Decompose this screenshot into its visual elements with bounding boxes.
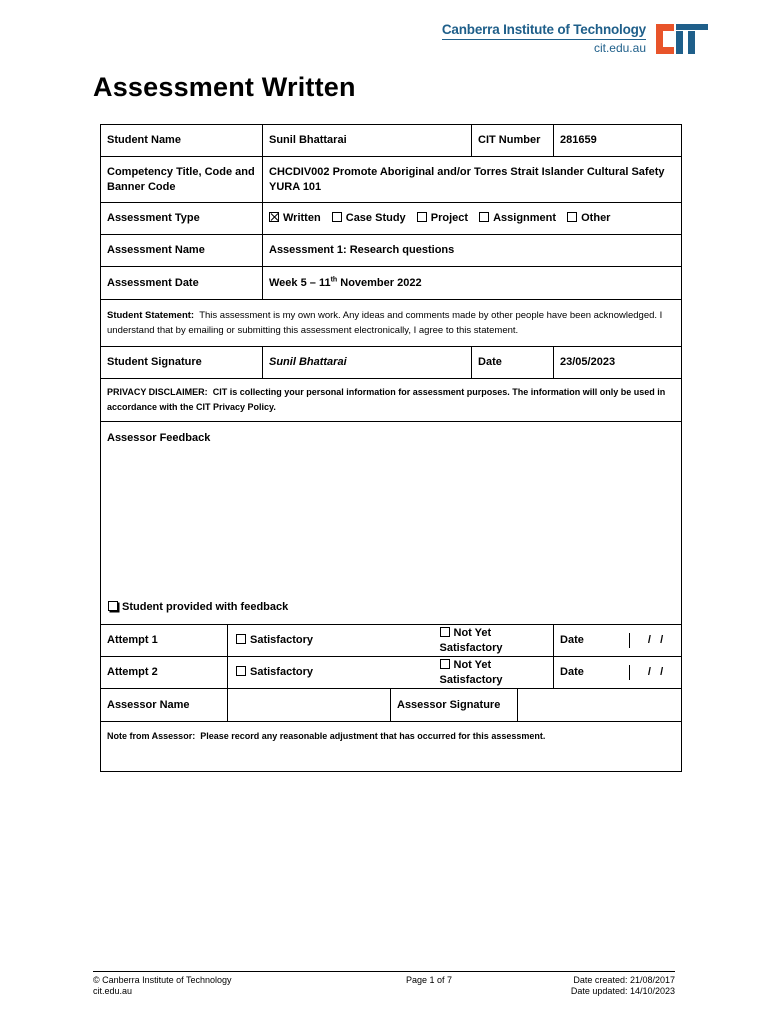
assessor-name-field[interactable] [228,689,391,722]
row-assessment-type [101,203,682,235]
brand-header [442,22,710,56]
type-option-assignment[interactable] [479,212,556,224]
type-option-label: Project [430,212,469,224]
footer-left [93,975,232,997]
org-name: Canberra Institute of Technology [441,22,646,37]
type-option-label: Assignment [493,212,557,224]
satisfactory-option[interactable] [236,634,313,646]
row-student-statement [101,300,682,347]
attempt-date-group [554,633,681,648]
attempt-label: Attempt 1 [101,625,228,657]
cit-logo-icon [654,22,710,56]
brand-rule [442,39,646,40]
privacy-disclaimer [101,379,682,422]
type-option-label: Written [283,212,321,224]
attempt-label: Attempt 2 [101,657,228,689]
logo-c-shape [656,24,674,54]
checkbox-icon[interactable] [332,212,342,222]
note-text: Please record any reasonable adjustment that has occurred for this assessment. [200,731,546,741]
footer-copyright: © Canberra Institute of Technology [93,975,232,985]
student-name-label: Student Name [101,125,263,157]
competency-label: Competency Title, Code and Banner Code [101,157,263,203]
attempt-date-group [554,665,681,680]
signature-label: Student Signature [101,347,263,379]
feedback-provided-checkbox[interactable] [108,600,288,615]
satisfactory-label: Satisfactory [250,634,313,646]
row-assessment-date [101,267,682,300]
date-label: Date [472,347,554,379]
attempt-date-value[interactable]: / / [647,666,664,678]
attempt-date-value[interactable]: / / [647,634,664,646]
row-assessment-name [101,235,682,267]
not-yet-satisfactory-label: Not Yet Satisfactory [439,658,503,686]
footer-right [571,975,675,997]
assessment-name-label: Assessment Name [101,235,263,267]
student-statement [101,300,682,347]
attempt-not-yet-satisfactory[interactable] [434,625,554,657]
logo-i-shape [676,31,683,54]
type-option-label: Other [581,212,611,224]
not-yet-satisfactory-label: Not Yet Satisfactory [439,626,503,654]
assessment-date-prefix: Week 5 – 11 [269,276,331,289]
checkbox-icon[interactable] [236,666,246,676]
date-value[interactable]: 23/05/2023 [554,347,682,379]
privacy-label: PRIVACY DISCLAIMER: [107,387,208,397]
satisfactory-label: Satisfactory [250,666,313,678]
attempt-date-label: Date [554,665,630,680]
statement-text: This assessment is my own work. Any ideas and comments made by other people have been acknowledged. I understand that by emailing or submitting this assessment electronically, I agree to this statement. [107,310,663,336]
cit-number-label: CIT Number [472,125,554,157]
cit-number-value[interactable]: 281659 [554,125,682,157]
row-privacy [101,379,682,422]
brand-text [442,22,646,56]
assessor-name-label: Assessor Name [101,689,228,722]
note-from-assessor[interactable] [101,722,682,772]
type-option-project[interactable] [417,212,468,224]
checkbox-icon[interactable] [479,212,489,222]
row-note-from-assessor [101,722,682,772]
feedback-check-label: Student provided with feedback [122,601,289,613]
assessor-signature-label: Assessor Signature [391,689,518,722]
row-assessor [101,689,682,722]
type-option-written[interactable] [269,212,321,224]
assessment-type-label: Assessment Type [101,203,263,235]
attempt-satisfactory[interactable] [228,657,434,689]
type-option-other[interactable] [567,212,610,224]
signature-value[interactable]: Sunil Bhattarai [263,347,472,379]
assessment-type-options [263,203,682,235]
row-student-signature [101,347,682,379]
assessment-date-suffix: November 2022 [337,276,422,289]
row-attempt-1 [101,625,682,657]
assessment-date-value[interactable] [263,267,682,300]
assessment-name-value[interactable]: Assessment 1: Research questions [263,235,682,267]
competency-value[interactable]: CHCDIV002 Promote Aboriginal and/or Torres Strait Islander Cultural Safety YURA 101 [263,157,682,203]
satisfactory-option[interactable] [236,666,313,678]
assessor-feedback-label: Assessor Feedback [107,432,211,444]
logo-t-bar [676,24,708,30]
page-footer [93,971,675,996]
not-yet-satisfactory-option[interactable] [440,627,503,654]
row-competency [101,157,682,203]
checkbox-icon[interactable] [440,627,450,637]
attempt-date [554,625,682,657]
attempt-date-label: Date [554,633,630,648]
type-option-case-study[interactable] [332,212,406,224]
not-yet-satisfactory-option[interactable] [440,659,503,686]
privacy-text: CIT is collecting your personal information for assessment purposes. The information will only be used in accordance with the CIT Privacy Policy. [107,387,666,412]
footer-page-number: Page 1 of 7 [406,975,453,985]
org-url: cit.edu.au [593,41,646,55]
assessor-feedback-area[interactable] [101,422,682,625]
statement-label: Student Statement: [107,310,195,321]
checkbox-icon[interactable] [440,659,450,669]
assessor-signature-field[interactable] [518,689,682,722]
footer-date-created: Date created: 21/08/2017 [573,975,675,985]
assessment-cover-form [100,124,682,772]
footer-url: cit.edu.au [93,986,133,996]
attempt-not-yet-satisfactory[interactable] [434,657,554,689]
page-title: Assessment Written [93,72,356,102]
checkbox-icon[interactable] [236,634,246,644]
student-name-value[interactable]: Sunil Bhattarai [263,125,472,157]
logo-t-stem [688,31,695,54]
checkbox-icon[interactable] [417,212,427,222]
attempt-date [554,657,682,689]
attempt-satisfactory[interactable] [228,625,434,657]
assessment-date-label: Assessment Date [101,267,263,300]
assessment-date-sup: th [330,275,338,283]
row-assessor-feedback [101,422,682,625]
checkbox-icon[interactable] [567,212,577,222]
row-attempt-2 [101,657,682,689]
footer-date-updated: Date updated: 14/10/2023 [570,986,675,996]
note-label: Note from Assessor: [107,731,196,741]
checkbox-icon[interactable] [108,601,118,611]
checked-checkbox-icon[interactable] [269,212,279,222]
type-option-label: Case Study [345,212,406,224]
row-student-name [101,125,682,157]
